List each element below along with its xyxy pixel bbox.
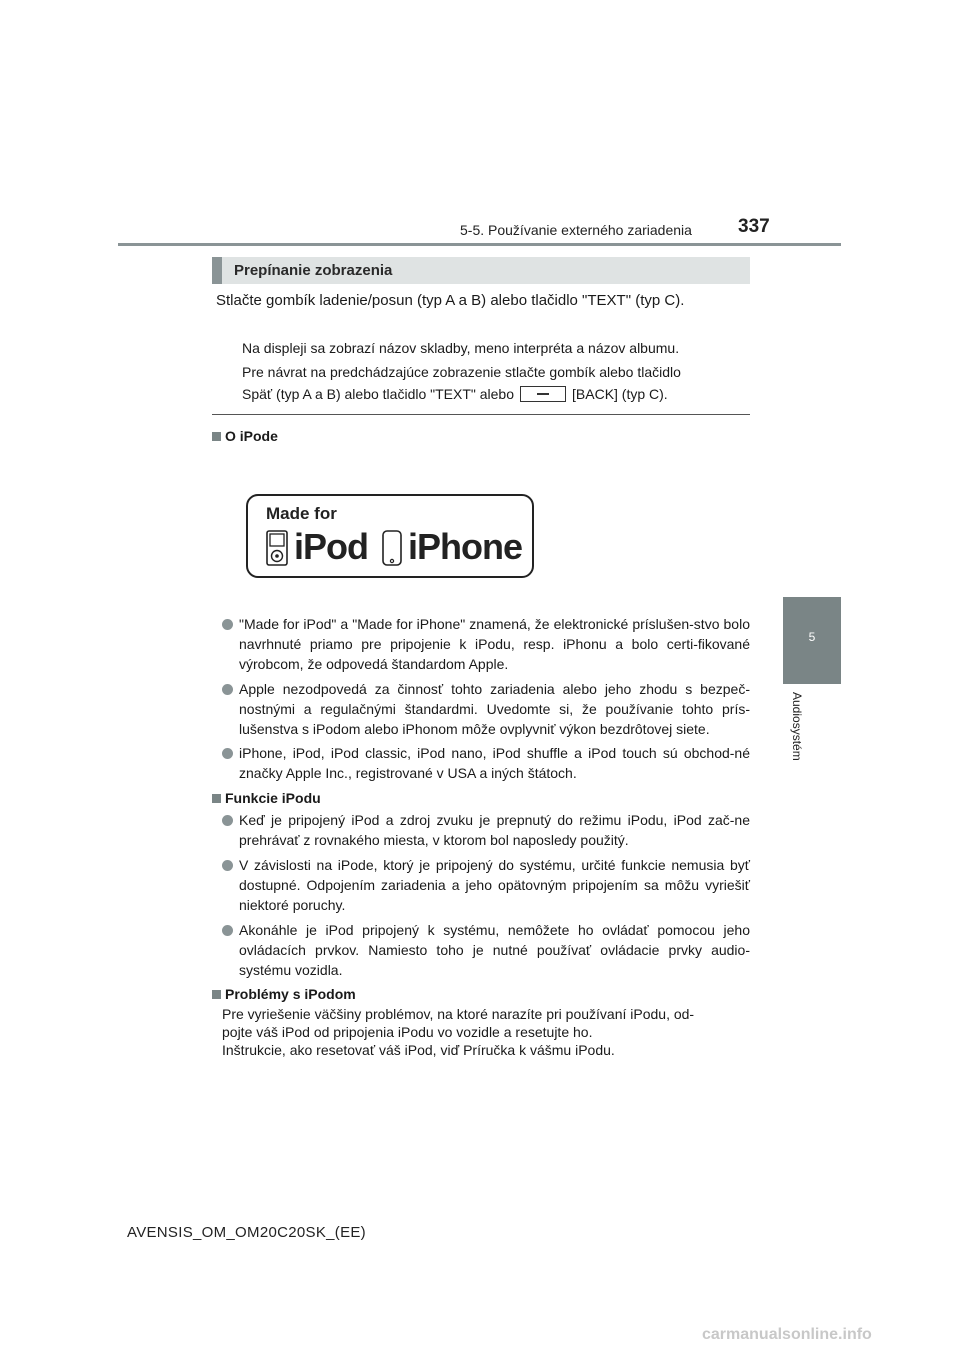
list-item (222, 920, 750, 980)
logo-ipod: iPod (294, 526, 368, 567)
watermark: carmanualsonline.info (702, 1326, 872, 1343)
list-item (222, 679, 750, 739)
list-item (222, 810, 750, 850)
bullet-text: Keď je pripojený iPod a zdroj zvuku je prepnutý do režimu iPodu, iPod zač-ne prehrávať z rovnakého miesta, v ktorom bol naposledy použitý. (239, 812, 750, 848)
ipod-functions-heading-text: Funkcie iPodu (225, 790, 321, 806)
document-code: AVENSIS_OM_OM20C20SK_(EE) (127, 1224, 366, 1241)
bullet-text: V závislosti na iPode, ktorý je pripojený do systému, určité funkcie nemusia byť dostupné. Odpojením zariadenia a jeho opätovným pripojením sa môžu vyriešiť niektoré poruchy. (239, 857, 750, 913)
list-item (222, 614, 750, 674)
note-2-suffix: [BACK] (typ C). (572, 386, 668, 402)
minus-key-icon (520, 386, 566, 402)
section-divider (212, 414, 750, 415)
square-bullet-icon (212, 432, 221, 441)
square-bullet-icon (212, 794, 221, 803)
made-for-ipod-iphone-logo (246, 494, 534, 578)
ipod-device-icon (266, 530, 288, 566)
page-number: 337 (738, 216, 770, 237)
square-bullet-icon (212, 990, 221, 999)
ipod-problems-line-3: Inštrukcie, ako resetovať váš iPod, viď Príručka k vášmu iPodu. (222, 1042, 615, 1058)
section-title: 5-5. Používanie externého zariadenia (460, 222, 692, 238)
display-switch-heading (212, 257, 750, 284)
logo-iphone: iPhone (408, 526, 523, 567)
chapter-label (774, 692, 820, 812)
iphone-device-icon (382, 530, 402, 566)
chapter-number: 5 (808, 630, 816, 644)
display-switch-note-2-line-2 (242, 384, 746, 405)
chapter-label-text: Audiosystém (790, 692, 804, 761)
circle-bullet-icon (222, 748, 233, 759)
circle-bullet-icon (222, 684, 233, 695)
bullet-text: "Made for iPod" a "Made for iPhone" znamená, že elektronické príslušen-stvo bolo navrhnuté priamo pre pripojenie k iPodu, resp. iPhonu a bolo certi-fikované výrobcom, že odpovedá štandardom Apple. (239, 616, 750, 672)
circle-bullet-icon (222, 815, 233, 826)
circle-bullet-icon (222, 860, 233, 871)
about-ipod-heading (212, 428, 278, 444)
logo-made-for: Made for (266, 504, 337, 523)
header-rule (118, 243, 841, 246)
circle-bullet-icon (222, 619, 233, 630)
ipod-functions-heading (212, 790, 321, 806)
ipod-problems-line-1: Pre vyriešenie väčšiny problémov, na ktoré narazíte pri používaní iPodu, od- (222, 1006, 695, 1022)
display-switch-instruction: Stlačte gombík ladenie/posun (typ A a B) alebo tlačidlo "TEXT" (typ C). (216, 292, 685, 309)
ipod-problems-heading (212, 986, 356, 1002)
bullet-text: Apple nezodpovedá za činnosť tohto zariadenia alebo jeho zhodu s bezpeč-nostnými a regulačnými štandardmi. Uvedomte si, že používanie tohto prís-lušenstva s iPodom alebo iPhonom môže ovplyvniť výkon bezdrôtovej siete. (239, 681, 750, 737)
display-switch-note-2-line-1: Pre návrat na predchádzajúce zobrazenie stlačte gombík alebo tlačidlo (242, 364, 681, 380)
bullet-text: iPhone, iPod, iPod classic, iPod nano, iPod shuffle a iPod touch sú obchod-né značky Apple Inc., registrované v USA a iných štátoch. (239, 745, 750, 781)
about-ipod-heading-text: O iPode (225, 428, 278, 444)
ipod-problems-line-2: pojte váš iPod od pripojenia iPodu vo vozidle a resetujte ho. (222, 1024, 593, 1040)
display-switch-heading-text: Prepínanie zobrazenia (234, 262, 393, 279)
ipod-problems-heading-text: Problémy s iPodom (225, 986, 356, 1002)
note-2-prefix: Späť (typ A a B) alebo tlačidlo "TEXT" alebo (242, 386, 515, 402)
bullet-text: Akonáhle je iPod pripojený k systému, nemôžete ho ovládať pomocou jeho ovládacích prvkov. Namiesto toho je nutné používať ovládacie prvky audio-systému vozidla. (239, 922, 750, 978)
list-item (222, 855, 750, 915)
list-item (222, 743, 750, 783)
circle-bullet-icon (222, 925, 233, 936)
display-switch-note-1: Na displeji sa zobrazí názov skladby, meno interpréta a názov albumu. (242, 340, 680, 356)
